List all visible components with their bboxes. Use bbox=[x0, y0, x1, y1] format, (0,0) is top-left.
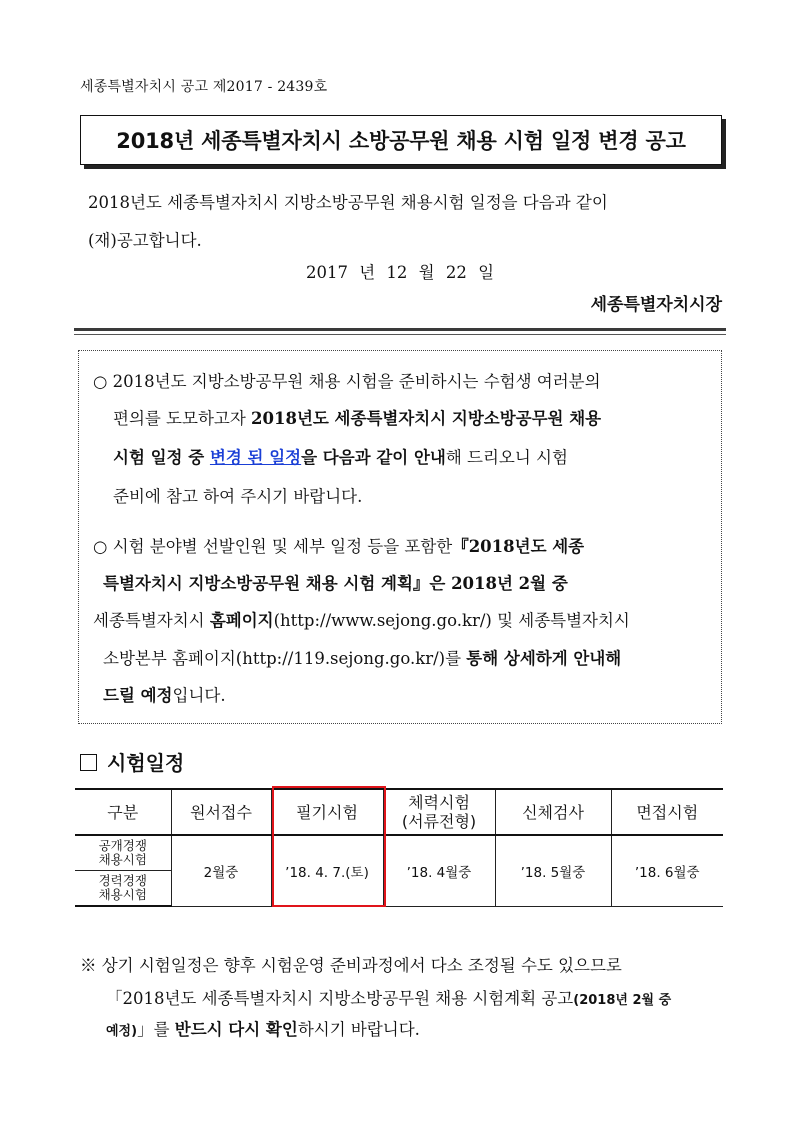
row-career-l1: 경력경쟁 bbox=[98, 873, 147, 888]
note-l2a: 「2018년도 세종특별자치시 지방소방공무원 채용 시험계획 공고 bbox=[106, 989, 574, 1008]
intro-line-2: (재)공고합니다. bbox=[88, 231, 202, 250]
value-medical: ’18. 5월중 bbox=[495, 835, 611, 906]
note-line-1: ※ 상기 시험일정은 향후 시험운영 준비과정에서 다소 조정될 수도 있으므로 bbox=[80, 956, 622, 975]
divider-thin bbox=[74, 334, 726, 335]
header-physical-l1: 체력시험 bbox=[408, 793, 470, 812]
info-p2-line-1 bbox=[93, 533, 584, 557]
info-p2-l4b: 통해 상세하게 안내해 bbox=[466, 649, 622, 668]
info-p1-l2b: 2018년도 세종특별자치시 지방소방공무원 채용 bbox=[251, 409, 602, 428]
title-box bbox=[80, 115, 722, 165]
page-title: 2018년 세종특별자치시 소방공무원 채용 시험 일정 변경 공고 bbox=[116, 129, 686, 153]
info-p1-line-4: 준비에 참고 하여 주시기 바랍니다. bbox=[113, 487, 363, 506]
row-open-competition bbox=[75, 835, 171, 871]
info-box bbox=[78, 350, 722, 724]
section-heading-text: 시험일정 bbox=[107, 751, 185, 775]
square-bullet-icon bbox=[80, 754, 97, 771]
info-p1-line-2 bbox=[113, 405, 601, 429]
info-p2-l5b: 입니다. bbox=[172, 686, 226, 705]
info-p2-l3a: 세종특별자치시 bbox=[93, 611, 210, 630]
value-interview: ’18. 6월중 bbox=[611, 835, 723, 906]
note-l3d: 하시기 바랍니다. bbox=[297, 1020, 420, 1039]
info-p2-l4a: 소방본부 홈페이지(http://119.sejong.go.kr/)를 bbox=[103, 649, 467, 668]
info-p1-l3a: 시험 일정 중 bbox=[113, 448, 210, 467]
section-heading bbox=[80, 747, 184, 776]
info-p2-l3c: (http://www.sejong.go.kr/) 및 세종특별자치시 bbox=[273, 611, 630, 630]
row-open-l1: 공개경쟁 bbox=[98, 838, 147, 853]
issuer-name: 세종특별자치시장 bbox=[590, 295, 722, 315]
row-career-competition bbox=[75, 871, 171, 907]
note-l3c: 반드시 다시 확인 bbox=[174, 1020, 298, 1039]
table-header-row bbox=[75, 789, 723, 835]
changed-schedule-link[interactable]: 변경 된 일정 bbox=[209, 448, 302, 467]
value-written: ’18. 4. 7.(토) bbox=[271, 835, 383, 906]
header-written: 필기시험 bbox=[271, 789, 383, 835]
notice-date: 2017 년 12 월 22 일 bbox=[306, 263, 495, 282]
table-row bbox=[75, 835, 723, 871]
note-line-3 bbox=[106, 1016, 420, 1040]
written-exam-highlight bbox=[272, 786, 386, 907]
info-p1-l3c: 해 드리오니 시험 bbox=[445, 448, 568, 467]
row-career-l2: 채용시험 bbox=[98, 887, 147, 902]
value-application: 2월중 bbox=[171, 835, 271, 906]
header-application: 원서접수 bbox=[171, 789, 271, 835]
header-category: 구분 bbox=[75, 789, 171, 835]
info-p2-line-2: 특별자치시 지방소방공무원 채용 시험 계획』은 2018년 2월 중 bbox=[103, 574, 568, 593]
value-physical: ’18. 4월중 bbox=[383, 835, 495, 906]
header-physical-l2: (서류전형) bbox=[401, 812, 477, 831]
header-physical bbox=[383, 789, 495, 835]
header-interview: 면접시험 bbox=[611, 789, 723, 835]
info-p1-line-1: ○ 2018년도 지방소방공무원 채용 시험을 준비하시는 수험생 여러분의 bbox=[93, 372, 601, 391]
info-p2-l5a: 드릴 예정 bbox=[103, 686, 173, 705]
notice-number: 세종특별자치시 공고 제2017 - 2439호 bbox=[80, 79, 328, 95]
info-p2-line-5 bbox=[103, 682, 226, 706]
note-l3a: 예정) bbox=[106, 1024, 138, 1039]
info-p2-line-3 bbox=[93, 607, 630, 631]
info-p2-l1a: ○ 시험 분야별 선발인원 및 세부 일정 등을 포함한 bbox=[93, 537, 453, 556]
info-p2-l1b: 『2018년도 세종 bbox=[452, 537, 585, 556]
info-p1-l3b: 을 다음과 같이 안내 bbox=[301, 448, 446, 467]
info-p1-l2a: 편의를 도모하고자 bbox=[113, 409, 252, 428]
divider-thick bbox=[74, 328, 726, 331]
header-medical: 신체검사 bbox=[495, 789, 611, 835]
info-p1-line-3 bbox=[113, 444, 568, 468]
note-line-2 bbox=[106, 985, 671, 1009]
info-p2-l3b: 홈페이지 bbox=[209, 611, 274, 630]
row-open-l2: 채용시험 bbox=[98, 852, 147, 867]
schedule-table bbox=[75, 788, 723, 907]
note-l2b: (2018년 2월 중 bbox=[573, 993, 672, 1008]
info-p2-line-4 bbox=[103, 645, 621, 669]
note-l3b: 」를 bbox=[137, 1020, 175, 1039]
intro-line-1: 2018년도 세종특별자치시 지방소방공무원 채용시험 일정을 다음과 같이 bbox=[88, 193, 608, 212]
